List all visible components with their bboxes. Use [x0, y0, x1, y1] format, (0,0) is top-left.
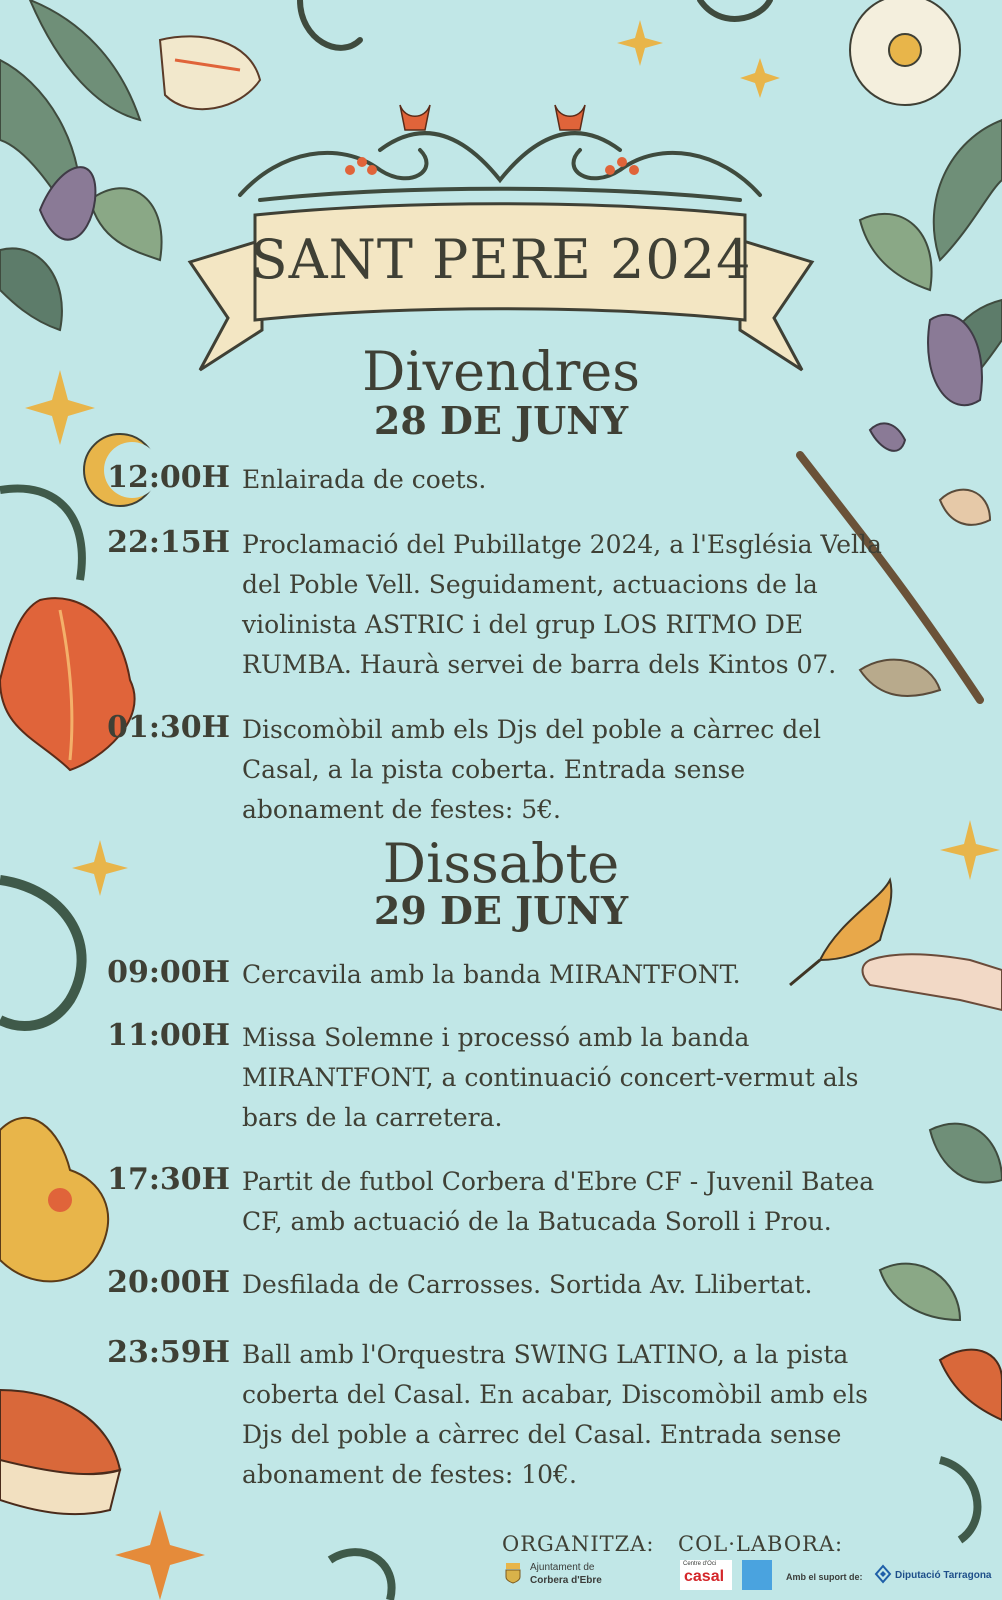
event-time: 01:30H — [107, 710, 230, 745]
schedule-item — [100, 1018, 890, 1138]
schedule-item — [100, 460, 890, 500]
event-description: Partit de futbol Corbera d'Ebre CF - Juvenil Batea CF, amb actuació de la Batucada Soroll i Prou. — [242, 1167, 875, 1236]
event-description: Cercavila amb la banda MIRANTFONT. — [242, 960, 741, 989]
schedule-item — [100, 1162, 890, 1242]
collabora-label: COL·LABORA: — [678, 1532, 844, 1556]
coat-of-arms-icon — [505, 1562, 521, 1584]
event-time: 09:00H — [107, 955, 230, 990]
ajuntament-line2: Corbera d'Ebre — [530, 1575, 602, 1586]
casal-logo — [680, 1560, 732, 1590]
day-date: 29 DE JUNY — [373, 888, 629, 933]
event-time: 23:59H — [107, 1335, 230, 1370]
top-right-flower — [850, 0, 960, 105]
bottom-right-foliage — [880, 1124, 1002, 1320]
event-description: Ball amb l'Orquestra SWING LATINO, a la pista coberta del Casal. En acabar, Discomòbil amb els Djs del poble a càrrec del Casal. Entrada sense abonament de festes: 10€. — [242, 1340, 869, 1489]
blue-logo — [742, 1560, 772, 1590]
tulip-icons — [400, 105, 585, 130]
event-time: 12:00H — [107, 460, 230, 495]
casal-logo-small: Centre d'Oci — [683, 1561, 717, 1567]
event-description: Discomòbil amb els Djs del poble a càrrec del Casal, a la pista coberta. Entrada sense abonament de festes: 5€. — [242, 715, 822, 824]
banner-ornament — [240, 133, 760, 200]
event-time: 22:15H — [107, 525, 230, 560]
diputacio-icon — [874, 1562, 892, 1586]
top-swirls — [300, 0, 770, 48]
schedule-item — [100, 710, 890, 830]
bottom-right-mushroom — [940, 1350, 1002, 1420]
bottom-left-flower — [0, 1118, 108, 1282]
event-description: Missa Solemne i processó amb la banda MIRANTFONT, a continuació concert-vermut als bars de la carretera. — [242, 1023, 859, 1132]
ajuntament-logo — [505, 1560, 605, 1592]
schedule-item — [100, 955, 890, 995]
suport-text: Amb el suport de: — [786, 1572, 863, 1582]
organitza-label: ORGANITZA: — [502, 1532, 655, 1556]
casal-logo-text: casal — [684, 1568, 725, 1585]
schedule-item — [100, 525, 890, 685]
event-description: Enlairada de coets. — [242, 465, 487, 494]
event-time: 17:30H — [107, 1162, 230, 1197]
day-name: Divendres — [362, 340, 640, 403]
ajuntament-line1: Ajuntament de — [530, 1562, 595, 1573]
schedule-item — [100, 1335, 890, 1495]
event-time: 11:00H — [107, 1018, 230, 1053]
event-description: Proclamació del Pubillatge 2024, a l'Església Vella del Poble Vell. Seguidament, actuacions de la violinista ASTRIC i del grup LOS RITMO DE RUMBA. Haurà servei de barra dels Kintos 07. — [242, 530, 882, 679]
schedule-item — [100, 1265, 890, 1305]
event-title: SANT PERE 2024 — [250, 228, 752, 291]
event-description: Desfilada de Carrosses. Sortida Av. Llibertat. — [242, 1270, 813, 1299]
top-left-flower — [160, 36, 260, 109]
event-time: 20:00H — [107, 1265, 230, 1300]
diputacio-text: Diputació Tarragona — [895, 1570, 992, 1581]
day-date: 28 DE JUNY — [373, 398, 629, 443]
day-name: Dissabte — [382, 832, 620, 895]
